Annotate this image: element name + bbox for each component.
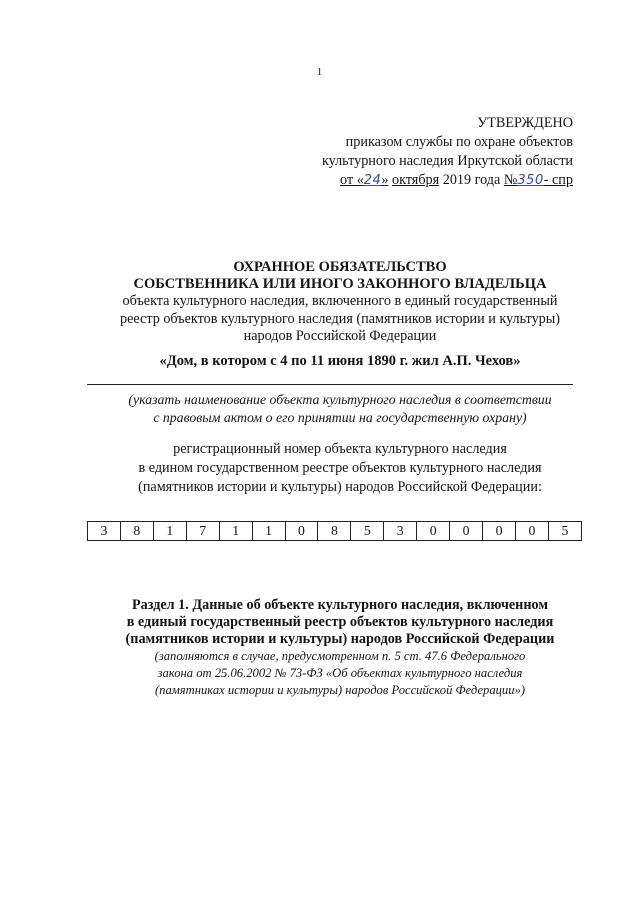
approval-line1: приказом службы по охране объектов — [345, 134, 573, 150]
reg-digit: 3 — [384, 522, 417, 541]
section-line1: Раздел 1. Данные об объекте культурного наследия, включенном — [131, 597, 548, 613]
reg-digit: 0 — [417, 522, 450, 541]
approval-heading: УТВЕРЖДЕНО — [477, 115, 573, 131]
section-1-heading — [40, 597, 639, 699]
object-name: «Дом, в котором с 4 по 11 июня 1890 г. жил А.П. Чехов» — [159, 353, 521, 369]
hint-line2: с правовым актом о его принятии на государственную охрану) — [153, 409, 527, 425]
registration-caption — [40, 440, 639, 497]
section-line3: (памятников истории и культуры) народов Российской Федерации — [125, 631, 555, 647]
reg-digit: 1 — [252, 522, 285, 541]
title-line2: СОБСТВЕННИКА ИЛИ ИНОГО ЗАКОННОГО ВЛАДЕЛЬЦА — [133, 276, 547, 292]
registration-number-row — [88, 522, 582, 541]
approval-date-line — [322, 171, 573, 190]
order-number-suffix: - спр — [543, 172, 573, 188]
title-line4: реестр объектов культурного наследия (памятников истории и культуры) — [119, 310, 561, 327]
order-number-prefix: № — [503, 172, 518, 188]
reg-digit: 8 — [120, 522, 153, 541]
registration-line2: в едином государственном реестре объектов культурного наследия — [138, 460, 542, 476]
reg-digit: 0 — [483, 522, 516, 541]
date-prefix: от « — [340, 172, 364, 188]
section-note2: закона от 25.06.2002 № 73-ФЗ «Об объектах культурного наследия — [157, 666, 523, 680]
reg-digit: 0 — [450, 522, 483, 541]
document-title — [40, 259, 639, 346]
reg-digit: 0 — [515, 522, 548, 541]
date-year: 2019 года — [442, 172, 501, 188]
reg-digit: 3 — [88, 522, 121, 541]
date-mid: » — [381, 172, 389, 188]
object-name-hint — [40, 391, 639, 426]
handwritten-order-number: 350 — [517, 173, 544, 188]
section-note1: (заполняются в случае, предусмотренном п. 5 ст. 47.6 Федерального — [154, 649, 526, 663]
title-line5: народов Российской Федерации — [243, 328, 437, 344]
hint-line1: (указать наименование объекта культурного наследия в соответствии — [128, 392, 552, 407]
registration-number-grid — [87, 521, 582, 541]
section-note3: (памятниках истории и культуры) народов Российской Федерации») — [154, 683, 526, 697]
page-number: 1 — [316, 66, 323, 78]
title-line1: ОХРАННОЕ ОБЯЗАТЕЛЬСТВО — [233, 259, 447, 275]
handwritten-day: 24 — [363, 173, 382, 188]
registration-line1: регистрационный номер объекта культурного наследия — [173, 441, 507, 457]
reg-digit: 5 — [351, 522, 384, 541]
registration-line3: (памятников истории и культуры) народов Российской Федерации: — [138, 479, 542, 495]
reg-digit: 0 — [285, 522, 318, 541]
reg-digit: 1 — [219, 522, 252, 541]
reg-digit: 7 — [186, 522, 219, 541]
section-line2: в единый государственный реестр объектов культурного наследия — [126, 614, 554, 630]
reg-digit: 1 — [153, 522, 186, 541]
title-line3: объекта культурного наследия, включенного в единый государственный — [122, 293, 558, 309]
date-month: октября — [391, 172, 440, 188]
object-name-underline — [87, 384, 573, 385]
reg-digit: 8 — [318, 522, 351, 541]
reg-digit: 5 — [548, 522, 581, 541]
approval-block — [322, 114, 573, 190]
approval-line2: культурного наследия Иркутской области — [321, 153, 573, 169]
